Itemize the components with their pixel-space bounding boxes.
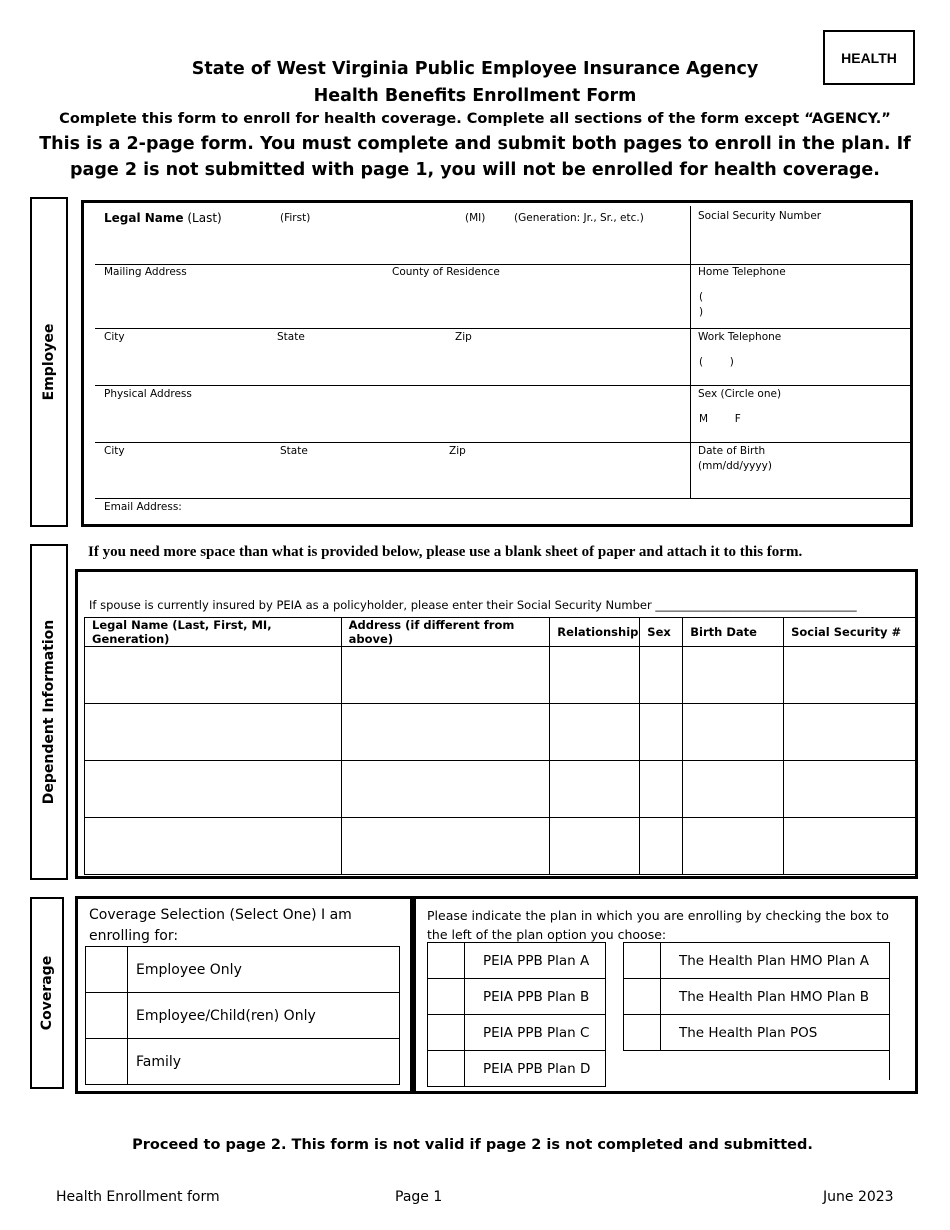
- plan-option-row[interactable]: [428, 1015, 606, 1051]
- hmo-plan-options: [623, 942, 890, 1051]
- dependent-address-cell[interactable]: [341, 647, 550, 704]
- health-badge-text: HEALTH: [841, 49, 897, 66]
- county-label: County of Residence: [392, 266, 500, 278]
- dependent-relationship-cell[interactable]: [550, 647, 640, 704]
- state2-label: State: [280, 445, 308, 457]
- coverage-checkbox[interactable]: [86, 947, 128, 993]
- coverage-section-label: Coverage: [30, 897, 64, 1089]
- plan-option-label: PEIA PPB Plan A: [465, 943, 606, 979]
- dob-field[interactable]: [692, 476, 908, 496]
- dependent-birth-date-cell[interactable]: [683, 647, 784, 704]
- table-row: [85, 761, 916, 818]
- ssn-label: Social Security Number: [698, 210, 822, 222]
- dependent-ssn-cell[interactable]: [784, 704, 916, 761]
- coverage-option-label: Employee/Child(ren) Only: [128, 993, 400, 1039]
- coverage-checkbox[interactable]: [86, 1039, 128, 1085]
- plan-option-row[interactable]: [624, 943, 890, 979]
- dependent-address-cell[interactable]: [341, 761, 550, 818]
- physical-address-field[interactable]: [97, 403, 687, 440]
- coverage-selection-title: Coverage Selection (Select One) I am enrolling for:: [89, 907, 352, 944]
- physical-address-label: Physical Address: [104, 388, 192, 400]
- plan-checkbox[interactable]: [624, 1015, 661, 1051]
- plan-checkbox[interactable]: [624, 979, 661, 1015]
- dependent-name-cell[interactable]: [85, 818, 342, 875]
- dependent-name-cell[interactable]: [85, 704, 342, 761]
- col-sex: Sex: [640, 618, 683, 647]
- mi-label: (MI): [465, 212, 486, 224]
- table-row: [85, 818, 916, 875]
- dependent-birth-date-cell[interactable]: [683, 704, 784, 761]
- spouse-ssn-prompt: If spouse is currently insured by PEIA as a policyholder, please enter their Social Security Number ___________________________________: [89, 598, 857, 612]
- email-label: Email Address:: [104, 501, 182, 513]
- zip-label: Zip: [455, 331, 472, 343]
- coverage-option-label: Family: [128, 1039, 400, 1085]
- dependent-ssn-cell[interactable]: [784, 647, 916, 704]
- dependent-birth-date-cell[interactable]: [683, 761, 784, 818]
- dependent-sex-cell[interactable]: [640, 818, 683, 875]
- plan-option-label: PEIA PPB Plan D: [465, 1051, 606, 1087]
- warning-line-1: This is a 2-page form. You must complete and submit both pages to enroll in the plan. If: [39, 134, 911, 154]
- dependent-table: [84, 617, 916, 875]
- sex-label: Sex (Circle one): [698, 388, 782, 400]
- dob-format: (mm/dd/yyyy): [698, 460, 772, 472]
- table-row: [85, 704, 916, 761]
- dependent-ssn-cell[interactable]: [784, 761, 916, 818]
- mailing-city-field[interactable]: [97, 346, 687, 383]
- plan-checkbox[interactable]: [428, 1051, 465, 1087]
- plan-checkbox[interactable]: [428, 979, 465, 1015]
- home-phone-paren-close: ): [699, 306, 704, 318]
- work-phone-label: Work Telephone: [698, 331, 782, 343]
- home-phone-label: Home Telephone: [698, 266, 786, 278]
- city-label: City: [104, 331, 125, 343]
- footer-date: June 2023: [823, 1189, 894, 1205]
- dob-label: Date of Birth: [698, 445, 766, 457]
- footer-page-number: Page 1: [395, 1189, 443, 1205]
- warning-line-2: page 2 is not submitted with page 1, you will not be enrolled for health coverage.: [70, 160, 880, 180]
- col-relationship: Relationship: [550, 618, 640, 647]
- spouse-ssn-field[interactable]: [640, 598, 888, 614]
- dependent-name-cell[interactable]: [85, 647, 342, 704]
- col-address: Address (if different from above): [341, 618, 550, 647]
- ssn-field[interactable]: [692, 226, 908, 262]
- mailing-address-label: Mailing Address: [104, 266, 187, 278]
- state-label: State: [277, 331, 305, 343]
- plan-option-label: The Health Plan POS: [661, 1015, 890, 1051]
- col-birth-date: Birth Date: [683, 618, 784, 647]
- plan-option-row[interactable]: [428, 1051, 606, 1087]
- dependent-sex-cell[interactable]: [640, 761, 683, 818]
- col-ssn: Social Security #: [784, 618, 916, 647]
- footer-form-name: Health Enrollment form: [56, 1189, 220, 1205]
- email-field[interactable]: [180, 500, 908, 522]
- zip2-label: Zip: [449, 445, 466, 457]
- mailing-address-field[interactable]: [97, 282, 687, 326]
- proceed-notice: Proceed to page 2. This form is not valid if page 2 is not completed and submitted.: [132, 1137, 813, 1153]
- plan-option-row[interactable]: [428, 979, 606, 1015]
- dependent-header-row: [85, 618, 916, 647]
- coverage-checkbox[interactable]: [86, 993, 128, 1039]
- col-legal-name: Legal Name (Last, First, MI, Generation): [85, 618, 342, 647]
- dependent-birth-date-cell[interactable]: [683, 818, 784, 875]
- legal-name-label: Legal Name (Last): [104, 211, 222, 225]
- dependent-relationship-cell[interactable]: [550, 761, 640, 818]
- generation-label: (Generation: Jr., Sr., etc.): [514, 212, 644, 224]
- home-phone-paren-open: (: [699, 291, 704, 303]
- dependent-ssn-cell[interactable]: [784, 818, 916, 875]
- plan-option-label: PEIA PPB Plan B: [465, 979, 606, 1015]
- coverage-option-row[interactable]: [86, 1039, 400, 1085]
- plan-option-row[interactable]: [428, 943, 606, 979]
- physical-city-field[interactable]: [97, 460, 687, 496]
- table-row: [85, 647, 916, 704]
- plan-option-row[interactable]: [624, 979, 890, 1015]
- dependent-sex-cell[interactable]: [640, 647, 683, 704]
- agency-title: State of West Virginia Public Employee Insurance Agency: [191, 59, 759, 79]
- plan-checkbox[interactable]: [428, 1015, 465, 1051]
- dependent-relationship-cell[interactable]: [550, 818, 640, 875]
- first-name-label: (First): [280, 212, 311, 224]
- plan-checkbox[interactable]: [428, 943, 465, 979]
- coverage-options: [85, 946, 400, 1085]
- plan-option-label: PEIA PPB Plan C: [465, 1015, 606, 1051]
- dependent-sex-cell[interactable]: [640, 704, 683, 761]
- work-phone-parens: ( ): [699, 356, 734, 368]
- dependent-relationship-cell[interactable]: [550, 704, 640, 761]
- coverage-option-label: Employee Only: [128, 947, 400, 993]
- employee-section-label: Employee: [30, 197, 68, 527]
- dependent-note: If you need more space than what is provided below, please use a blank sheet of paper and attach it to this form.: [88, 544, 803, 560]
- plan-instruction: Please indicate the plan in which you are enrolling by checking the box to the left of the plan option you choose:: [427, 908, 889, 942]
- home-phone-field[interactable]: [710, 282, 908, 326]
- coverage-option-row[interactable]: [86, 993, 400, 1039]
- dependent-section-label: Dependent Information: [30, 544, 68, 880]
- dependent-name-cell[interactable]: [85, 761, 342, 818]
- plan-option-row[interactable]: [624, 1015, 890, 1051]
- coverage-option-row[interactable]: [86, 947, 400, 993]
- dependent-address-cell[interactable]: [341, 704, 550, 761]
- work-phone-field[interactable]: [740, 346, 908, 383]
- plan-option-label: The Health Plan HMO Plan A: [661, 943, 890, 979]
- peia-plan-options: [427, 942, 606, 1087]
- dependent-address-cell[interactable]: [341, 818, 550, 875]
- plan-checkbox[interactable]: [624, 943, 661, 979]
- plan-option-label: The Health Plan HMO Plan B: [661, 979, 890, 1015]
- sex-options[interactable]: M F: [699, 413, 741, 425]
- form-instruction: Complete this form to enroll for health coverage. Complete all sections of the form except “AGENCY.”: [59, 111, 891, 127]
- legal-name-field[interactable]: [97, 228, 687, 262]
- form-title: Health Benefits Enrollment Form: [313, 86, 637, 106]
- city2-label: City: [104, 445, 125, 457]
